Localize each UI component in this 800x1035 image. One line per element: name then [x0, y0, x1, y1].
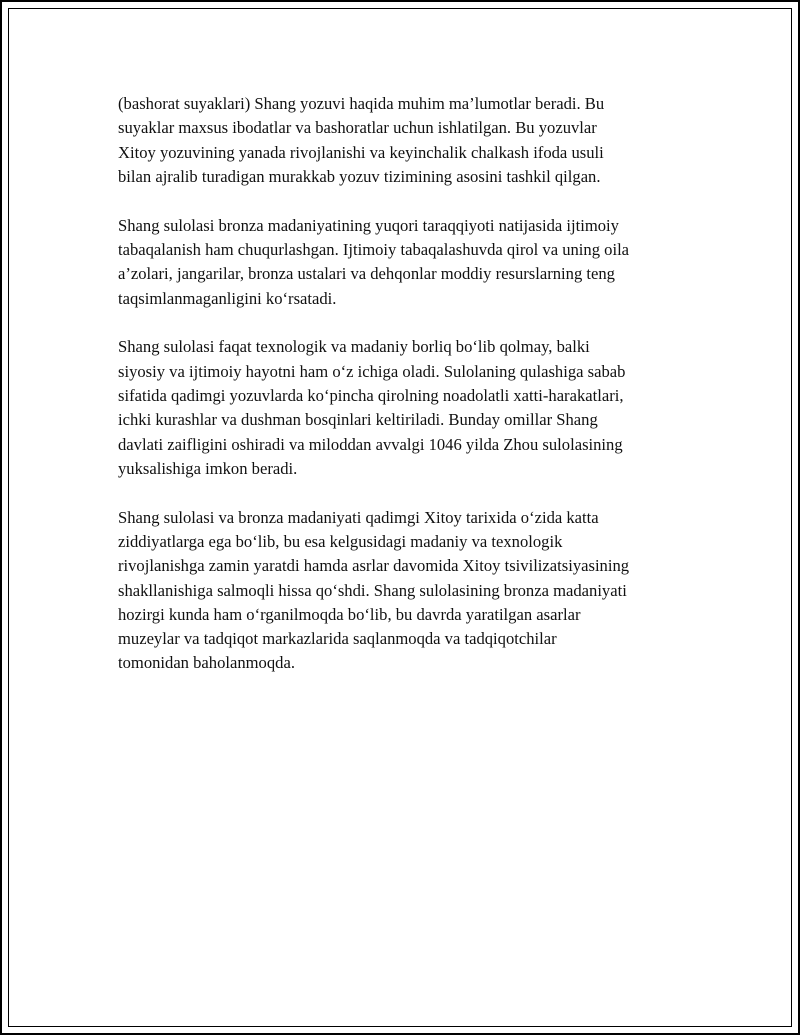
text-line: Shang sulolasi bronza madaniyatining yuqori taraqqiyoti natijasida ijtimoiy [118, 215, 619, 235]
document-body [118, 92, 693, 700]
text-line: tomonidan baholanmoqda. [118, 653, 295, 673]
text-line: sifatida qadimgi yozuvlarda ko‘pincha qirolning noadolatli xatti-harakatlari, [118, 385, 624, 405]
text-line: tabaqalanish ham chuqurlashgan. Ijtimoiy tabaqalashuvda qirol va uning oila [118, 239, 630, 259]
text-line: (bashorat suyaklari) Shang yozuvi haqida muhim ma’lumotlar beradi. Bu [118, 94, 605, 113]
text-line: a’zolari, jangarilar, bronza ustalari va dehqonlar moddiy resurslarning teng [118, 264, 615, 284]
text-line: muzeylar va tadqiqot markazlarida saqlanmoqda va tadqiqotchilar [118, 629, 557, 649]
text-line: ichki kurashlar va dushman bosqinlari keltiriladi. Bunday omillar Shang [118, 410, 598, 430]
text-line: davlati zaifligini oshiradi va miloddan avvalgi 1046 yilda Zhou sulolasining [118, 434, 623, 454]
text-line: bilan ajralib turadigan murakkab yozuv tizimining asosini tashkil qilgan. [118, 166, 601, 186]
text-line: siyosiy va ijtimoiy hayotni ham o‘z ichiga oladi. Sulolaning qulashiga sabab [118, 361, 626, 381]
text-line: yuksalishiga imkon beradi. [118, 458, 298, 478]
paragraph-legacy [118, 506, 693, 676]
text-line: hozirgi kunda ham o‘rganilmoqda bo‘lib, bu davrda yaratilgan asarlar [118, 604, 581, 624]
text-line: shakllanishiga salmoqli hissa qo‘shdi. Shang sulolasining bronza madaniyati [118, 580, 627, 600]
text-line: Shang sulolasi va bronza madaniyati qadimgi Xitoy tarixida o‘zida katta [118, 507, 599, 527]
paragraph-dynasty-collapse [118, 335, 693, 481]
text-line: ziddiyatlarga ega bo‘lib, bu esa kelgusidagi madaniy va texnologik [118, 531, 563, 551]
text-line: suyaklar maxsus ibodatlar va bashoratlar uchun ishlatilgan. Bu yozuvlar [118, 118, 597, 138]
text-line: Shang sulolasi faqat texnologik va madaniy borliq bo‘lib qolmay, balki [118, 337, 590, 357]
text-line: taqsimlanmaganligini ko‘rsatadi. [118, 288, 337, 308]
text-line: Xitoy yozuvining yanada rivojlanishi va keyinchalik chalkash ifoda usuli [118, 142, 604, 162]
paragraph-oracle-bones [118, 92, 693, 189]
paragraph-social-stratification [118, 214, 693, 311]
text-line: rivojlanishga zamin yaratdi hamda asrlar davomida Xitoy tsivilizatsiyasining [118, 556, 630, 576]
